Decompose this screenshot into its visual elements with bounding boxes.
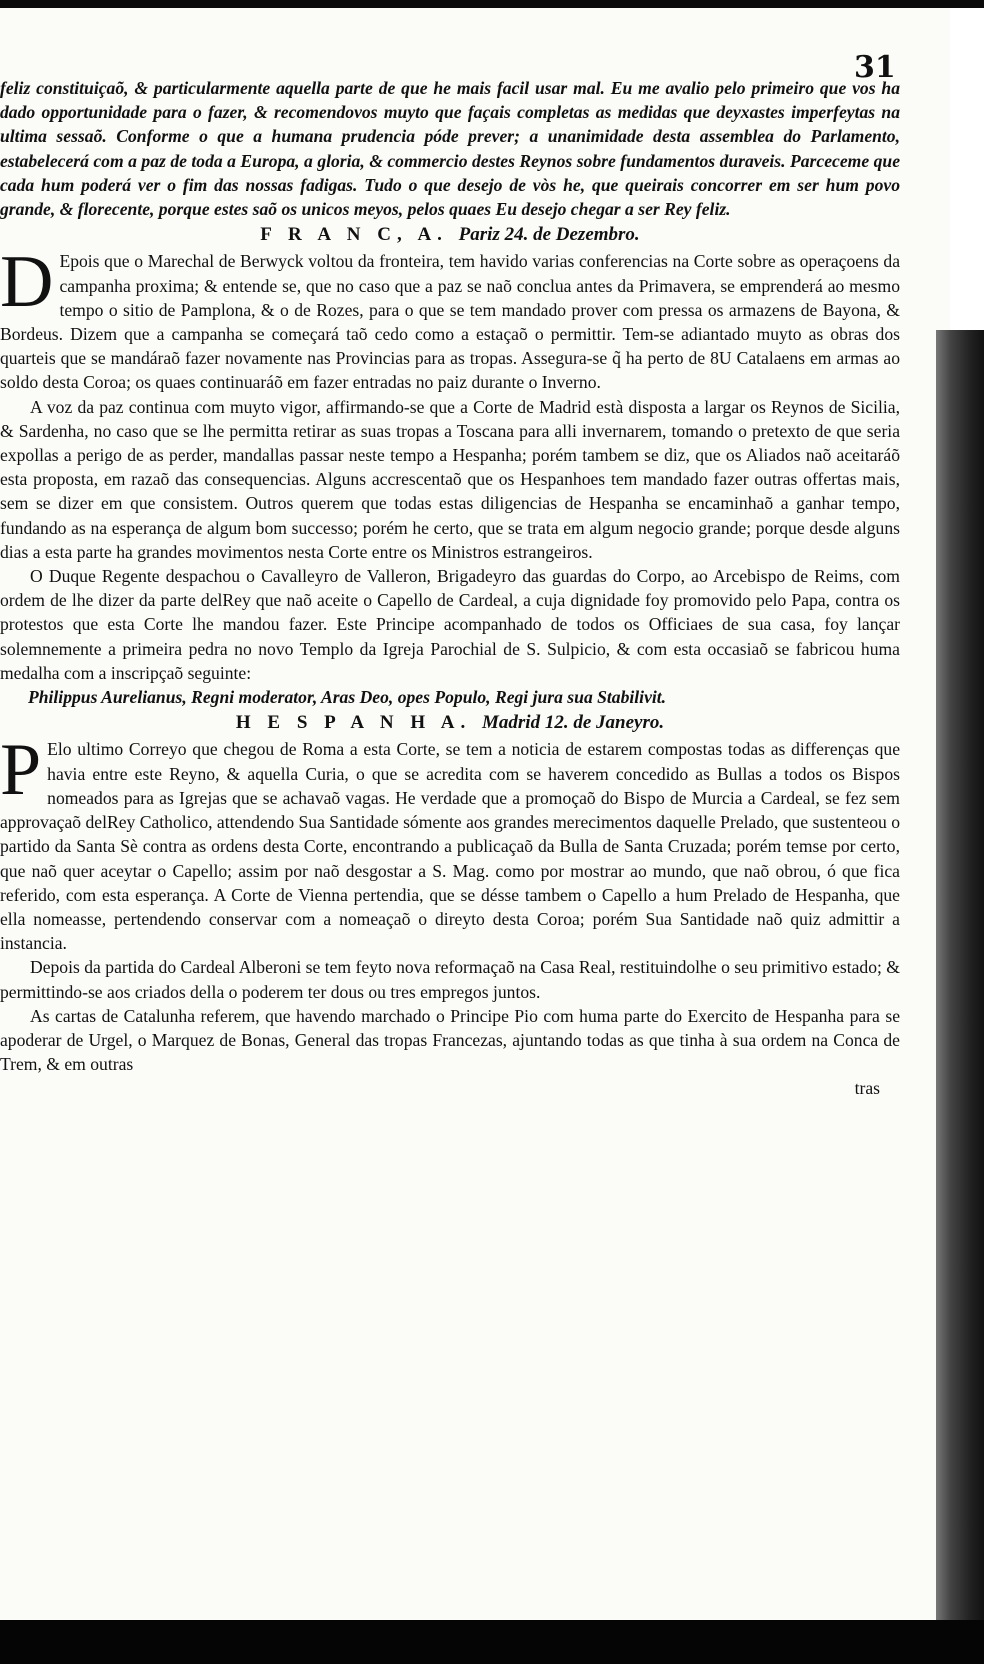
scan-top-border <box>0 0 984 8</box>
france-paragraph-3: O Duque Regente despachou o Cavalleyro de Valleron, Brigadeyro das guardas do Corpo, ao Arcebispo de Reims, com ordem de lhe dizer da parte delRey que naõ aceite o Capello de Cardeal, a cuja dignidade foy promovido pelo Papa, contra os protestos que esta Corte lhe mandou fazer. Este Principe acompanhado de todos os Officiaes de sua casa, foy lançar solemnemente a primeira pedra no novo Templo da Igreja Parochial de S. Sulpicio, & com esta occasiaõ se fabricou huma medalha com a inscripçaõ seguinte: <box>0 566 900 683</box>
france-dropcap: D <box>0 241 54 324</box>
speech-continuation: feliz constituiçaõ, & particularmente aquella parte de que he mais facil usar mal. Eu me avalio pelo primeiro que vos ha dado opportunidade para o fazer, & recomendovos muyto que façais completas as medidas que deyxastes imperfeytas na ultima sessaõ. Conforme o que a humana prudencia póde prever; a unanimidade desta assemblea do Parlamento, estabelecerá com a paz de toda a Europa, a gloria, & commercio destes Reynos sobre fundamentos duraveis. Parceceme que cada hum poderá ver o fim das nossas fadigas. Tudo o que desejo de vòs he, que queirais concorrer em ser hum povo grande, & florecente, porque estes saõ os unicos meyos, pelos quaes Eu desejo chegar a ser Rey feliz. <box>0 78 900 220</box>
page-number: 31 <box>854 50 896 85</box>
spain-dropcap: P <box>0 729 42 812</box>
france-paragraph-1-text: Epois que o Marechal de Berwyck voltou da fronteira, tem havido varias conferencias na Corte sobre as operaçoens da campanha proxima; & entende se, que no caso que a paz se naõ conclua antes da Primavera, se emprenderá ao mesmo tempo o sitio de Pamplona, & o de Rozes, para o que se tem mandado prover com pressa os armazens de Bayona, & Bordeus. Dizem que a campanha se começará taõ cedo como a estaçaõ o permittir. Tem-se adiantado muyto as obras dos quarteis que se mandáraõ fazer novamente nas Provincias para as tropas. Assegura-se q̃ ha perto de 8U Catalaens em armas ao soldo desta Coroa; os quaes continuaráõ em fazer entradas no paiz durante o Inverno. <box>0 251 900 393</box>
spain-heading: H E S P A N H A. <box>235 712 472 734</box>
scan-bottom-border <box>0 1620 984 1664</box>
france-dateline: Pariz 24. de Dezembro. <box>458 224 640 246</box>
france-heading: F R A N C, A. <box>260 224 448 246</box>
catchword: tras <box>854 1078 880 1099</box>
scan-margin <box>950 8 984 330</box>
medal-inscription: Philippus Aurelianus, Regni moderator, Aras Deo, opes Populo, Regi jura sua Stabilivit. <box>28 687 667 708</box>
section-heading-france <box>0 223 900 247</box>
scan-binding-shadow <box>936 330 984 1630</box>
section-heading-spain <box>0 711 900 735</box>
text-column <box>0 56 900 1101</box>
spain-paragraph-1-text: Elo ultimo Correyo que chegou de Roma a esta Corte, se tem a noticia de estarem compostas todas as differenças que havia entre este Reyno, & aquella Curia, o que se acredita com se haverem concedido as Bullas a todos os Bispos nomeados para as Igrejas que se achavaõ vagas. He verdade que a promoçaõ do Bispo de Murcia a Cardeal, se fez sem approvaçaõ delRey Catholico, attendendo Sua Santidade sómente aos grandes merecimentos daquelle Prelado, que sustenteou o partido da Santa Sè contra as ordens desta Corte, encontrando a publicaçaõ da Bulla de Santa Cruzada; porém temse por certo, que naõ quer aceytar o Capello; assim por naõ desgostar a S. Mag. como por mostrar ao mundo, que naõ obrou, ó que fica referido, com esta esperança. A Corte de Vienna pertendia, que se désse tambem o Capello a hum Prelado de Hespanha, que ella nomeasse, pertendendo conservar com a nomeaçaõ o direyto desta Coroa; porém Sua Santidade naõ quiz admittir a instancia. <box>0 739 900 954</box>
spain-paragraph-1 <box>0 729 900 955</box>
france-paragraph-2: A voz da paz continua com muyto vigor, affirmando-se que a Corte de Madrid està disposta a largar os Reynos de Sicilia, & Sardenha, no caso que se lhe permitta retirar as suas tropas a Toscana para alli invernarem, tomando o pretexto de que seria expollas a perigo de as perder, mandallas passar neste tempo a Hespanha; porém tambem se diz, que os Aliados naõ aceitaráõ esta proposta, em razaõ das consequencias. Alguns accrescentaõ que os Hespanhoes tem mandado fazer outras offertas mais, sem se dizer em que consistem. Outros querem que todas estas diligencias de Hespanha se encaminhaõ a ganhar tempo, fundando as na esperança de algum bom successo; porém he certo, que se trata em algum negocio grande; porque desde alguns dias a esta parte ha grandes movimentos nesta Corte entre os Ministros estrangeiros. <box>0 396 900 562</box>
france-paragraph-1 <box>0 241 900 394</box>
spain-dateline: Madrid 12. de Janeyro. <box>482 712 665 734</box>
spain-paragraph-2: Depois da partida do Cardeal Alberoni se tem feyto nova reformaçaõ na Casa Real, restituindolhe o seu primitivo estado; & permittindo-se aos criados della o poderem ter dous ou tres empregos juntos. <box>0 957 900 1002</box>
spain-paragraph-3: As cartas de Catalunha referem, que havendo marchado o Principe Pio com huma parte do Exercito de Hespanha para se apoderar de Urgel, o Marquez de Bonas, General das tropas Francezas, ajuntando todas as que tinha à sua ordem na Conca de Trem, & em outras <box>0 1005 900 1075</box>
